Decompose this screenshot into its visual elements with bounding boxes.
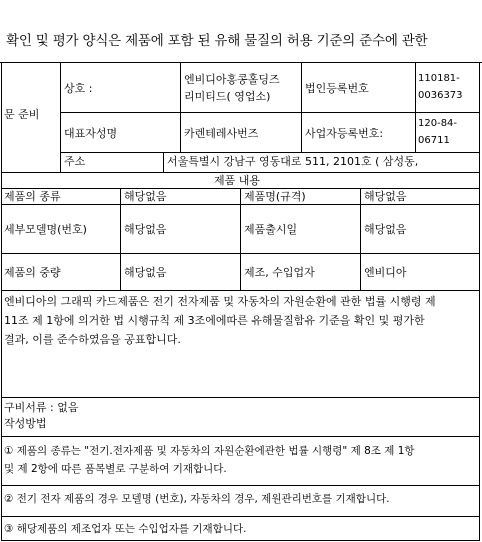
maker-value: 엔비디아 xyxy=(364,266,407,279)
col-line-3 xyxy=(415,62,416,152)
corp-reg-label: 법인등록번호 xyxy=(305,82,369,95)
product-type-label: 제품의 종류 xyxy=(4,190,61,203)
col-line-1 xyxy=(180,62,181,152)
biz-reg-value-line2: 06711 xyxy=(418,135,450,146)
biz-reg-value-line1: 120-84- xyxy=(418,118,458,129)
model-value: 해당없음 xyxy=(124,223,167,236)
section-label: 문 준비 xyxy=(4,108,40,121)
section-divider xyxy=(60,62,61,172)
address-value: 서울특별시 강남구 영동대로 511, 2101호 ( 삼성동, xyxy=(167,155,419,168)
col-line-address xyxy=(163,152,164,172)
address-label: 주소 xyxy=(64,155,86,168)
row-line-1 xyxy=(60,112,480,113)
company-value-line2: 리미티드( 영업소) xyxy=(184,90,271,103)
col-line-2 xyxy=(301,62,302,152)
corp-reg-value-line2: 0036373 xyxy=(418,90,463,101)
biz-reg-label: 사업자등록번호: xyxy=(305,127,384,140)
note-2: ② 전기 전자 제품의 경우 모델명 (번호), 자동차의 경우, 제원관리번호를 기재합니다. xyxy=(4,493,390,505)
document-title: 확인 및 평가 양식은 제품에 포함 된 유해 물질의 허용 기준의 준수에 관한 xyxy=(6,33,428,49)
statement-line-1: 엔비디아의 그래픽 카드제품은 전기 전자제품 및 자동차의 자원순환에 관한 법률 시행령 제 xyxy=(4,295,436,308)
note-2-line xyxy=(1,516,480,517)
product-row-3 xyxy=(1,290,480,291)
product-type-value: 해당없음 xyxy=(124,190,167,203)
model-label: 세부모델명(번호) xyxy=(4,223,87,236)
attachments-line: 구비서류 : 없음 xyxy=(4,401,79,414)
product-row-1 xyxy=(1,204,480,205)
statement-line-2: 11조 제 1항에 의거한 법 시행규칙 제 3조에에따른 유해물질함유 기준을 확인 및 평가한 xyxy=(4,314,425,327)
note-1-line2: 및 제 2항에 따른 품목별로 구분하여 기재합니다. xyxy=(4,463,227,475)
statement-bottom-line xyxy=(1,397,480,398)
company-value-line1: 엔비디아홍콩홀딩즈 xyxy=(184,73,280,86)
weight-label: 제품의 중량 xyxy=(4,266,61,279)
product-name-value: 해당없음 xyxy=(364,190,407,203)
method-label: 작성방법 xyxy=(4,417,47,430)
company-label: 상호 : xyxy=(64,82,93,95)
product-name-label: 제품명(규격) xyxy=(244,190,306,203)
note-1-line xyxy=(1,485,480,486)
release-value: 해당없음 xyxy=(364,223,407,236)
maker-label: 제조, 수입업자 xyxy=(244,266,315,279)
rep-value: 카렌테레사번즈 xyxy=(184,127,259,140)
row-line-2 xyxy=(60,152,480,153)
weight-value: 해당없음 xyxy=(124,266,167,279)
row-line-3 xyxy=(1,172,480,173)
statement-line-3: 결과, 이를 준수하였음을 공표합니다. xyxy=(4,333,181,346)
product-header: 제품 내용 xyxy=(214,174,261,187)
release-label: 제품출시일 xyxy=(244,223,298,236)
method-line xyxy=(1,436,480,437)
product-row-2 xyxy=(1,253,480,254)
corp-reg-value-line1: 110181- xyxy=(418,73,460,84)
note-1-line1: ① 제품의 종류는 "전기.전자제품 및 자동차의 자원순환에관한 법률 시행령" 제 8조 제 1항 xyxy=(4,445,415,457)
note-3: ③ 해당제품의 제조업자 또는 수입업자를 기재합니다. xyxy=(4,523,247,535)
rep-label: 대표자성명 xyxy=(64,127,118,140)
